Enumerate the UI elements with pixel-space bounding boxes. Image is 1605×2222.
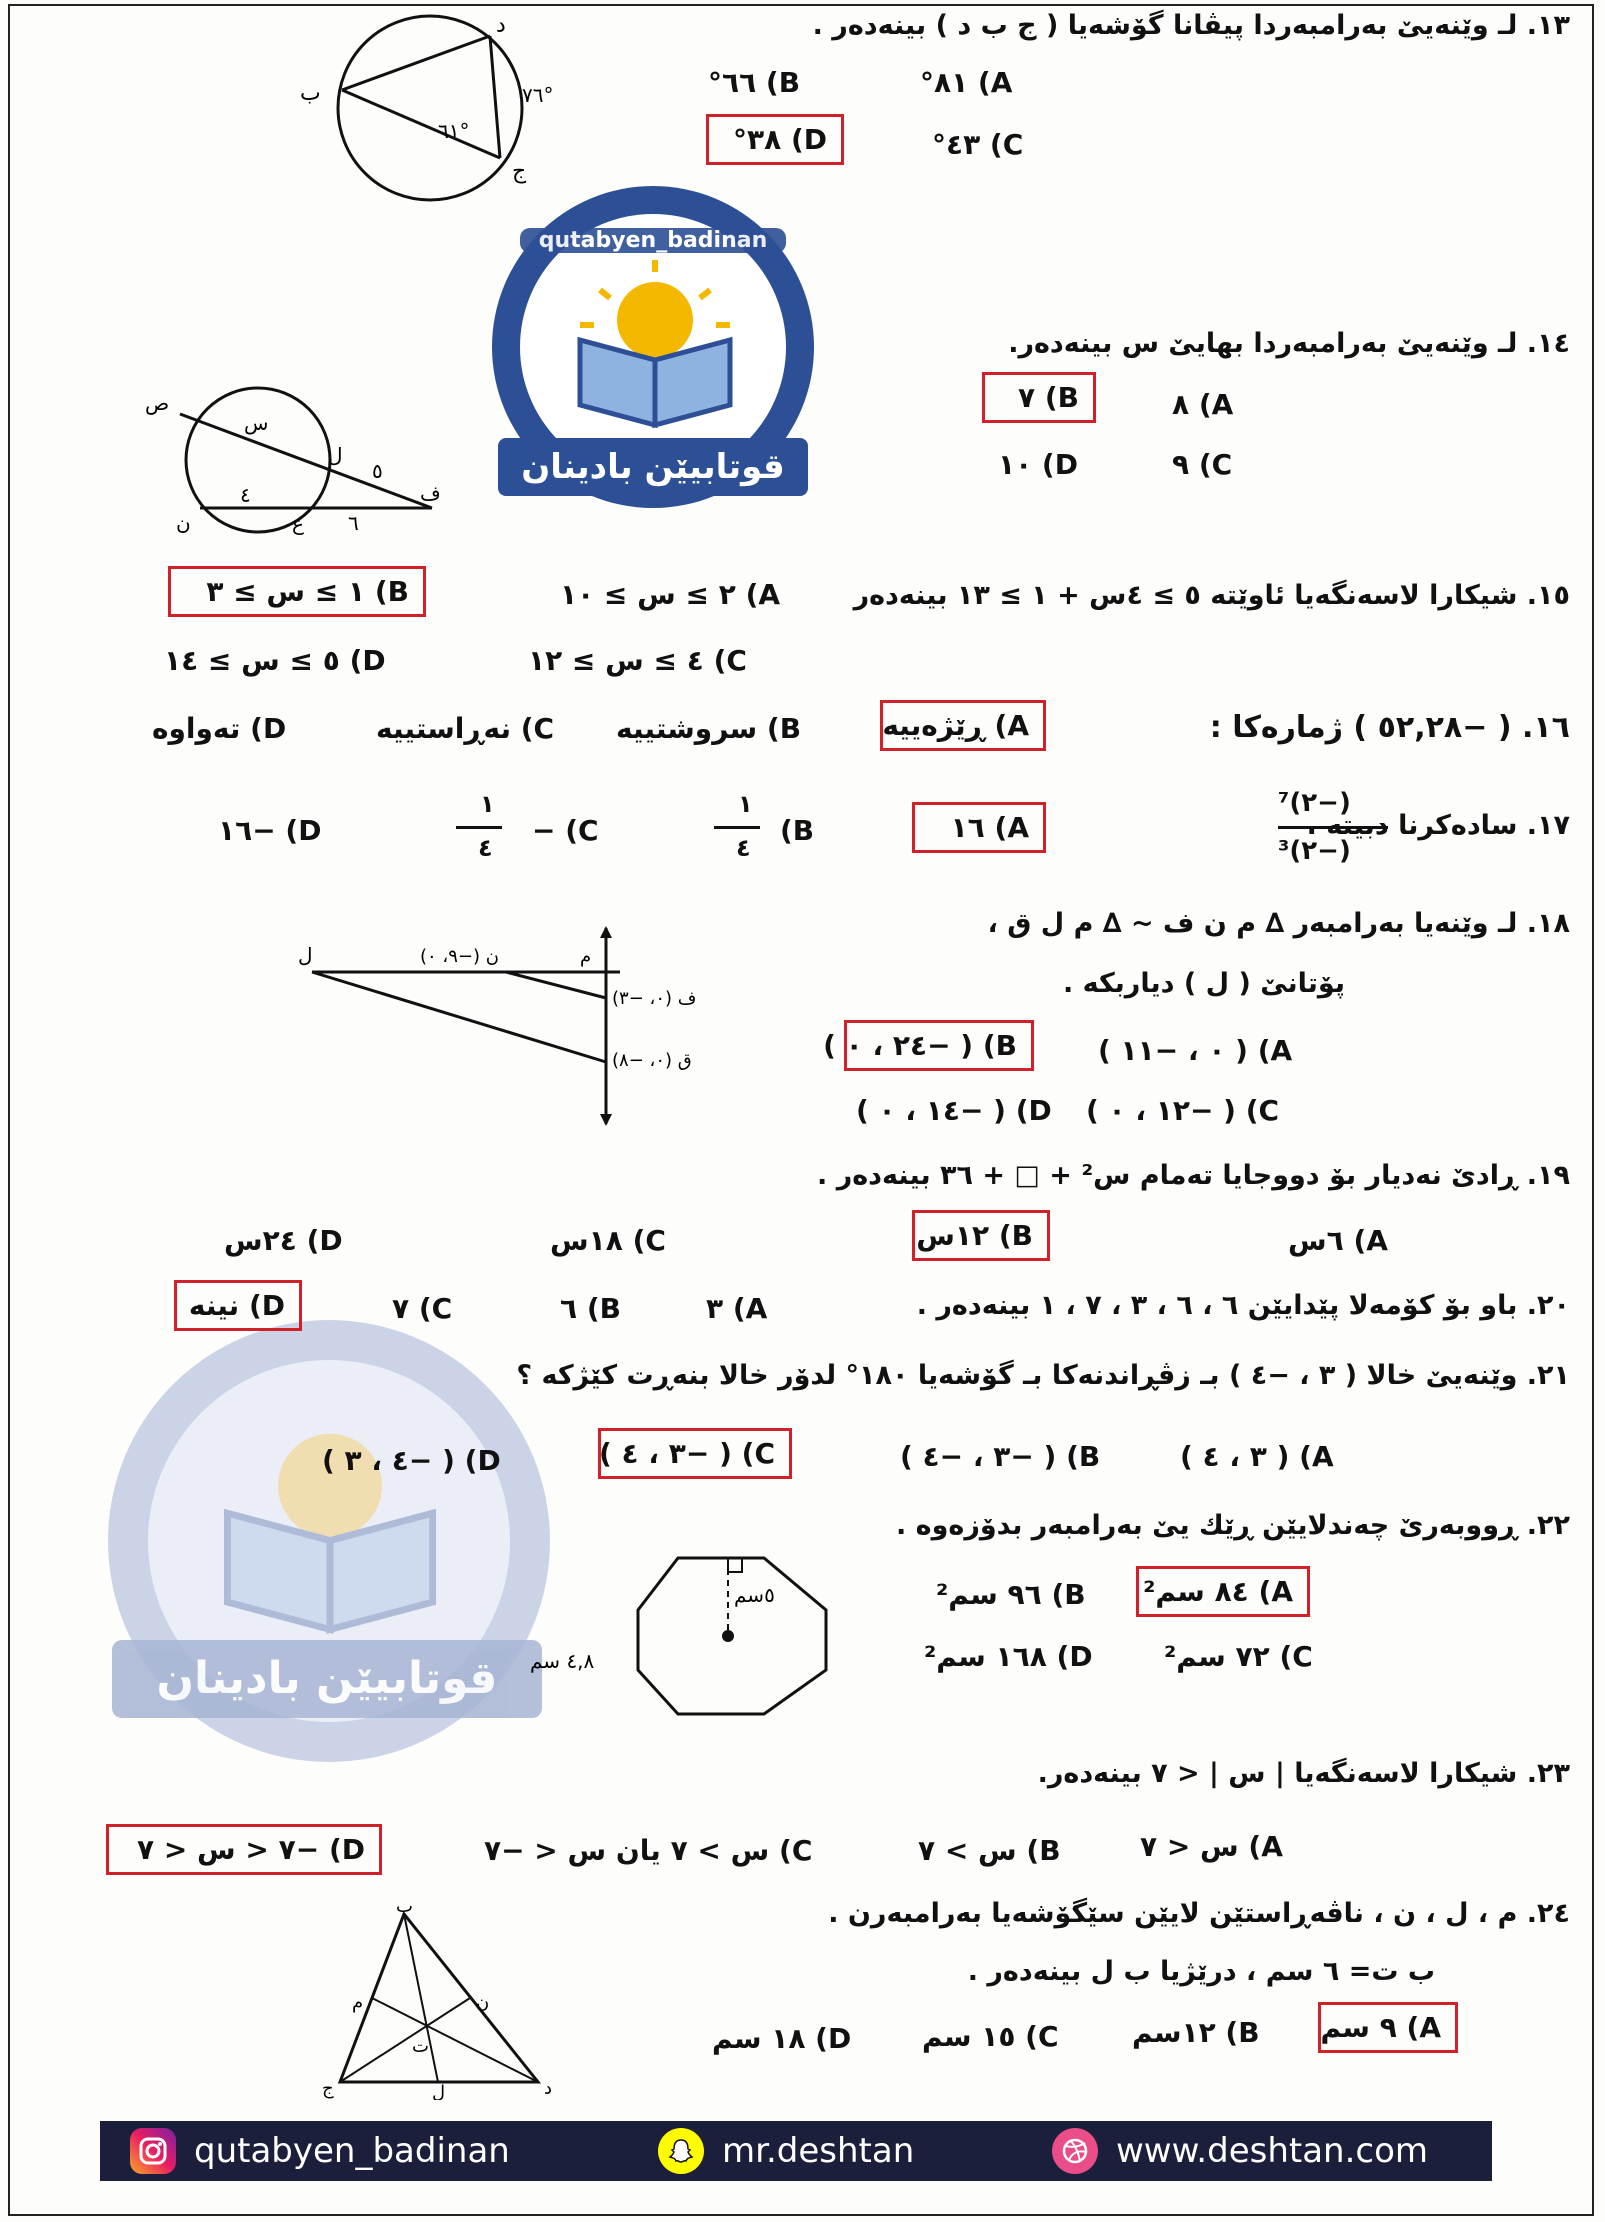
q16-option-b[interactable]: B) سروشتییە	[616, 712, 802, 745]
footer-instagram-label: qutabyen_badinan	[194, 2131, 510, 2171]
q18-label-n: ن (−٩، ٠)	[420, 946, 499, 967]
q21-option-c[interactable]: C) ( −٣ ، ٤ )	[598, 1428, 792, 1479]
q22-apothem-label: ٥سم	[734, 1583, 775, 1607]
q17-option-d[interactable]: D) −١٦	[218, 814, 322, 847]
q17-option-a[interactable]: A) ١٦	[912, 802, 1046, 853]
q17-c-den: ٤	[478, 834, 493, 862]
q13-label-b: ب	[300, 81, 321, 106]
q17-fraction-numerator: (−٢)⁷	[1278, 788, 1351, 818]
footer-instagram[interactable]	[130, 2127, 510, 2175]
q24-label-m: م	[352, 1992, 364, 2013]
q13-angle-61: ٦١°	[438, 119, 470, 143]
q18-text2: پۆتانێ ( ل ) دیاربکە .	[1062, 968, 1345, 999]
watermark-handle: qutabyen_badinan	[520, 228, 786, 253]
q14-option-d[interactable]: D) ١٠	[998, 448, 1078, 481]
snapchat-icon	[658, 2128, 704, 2174]
q17-c-num: ١	[480, 790, 495, 818]
q13-label-d: د	[496, 13, 506, 38]
q22-option-a[interactable]: A) ٨٤ سم²	[1136, 1566, 1310, 1617]
q18-text: ١٨. لـ وێنەیا بەرامبەر ∆ م ن ف ~ ∆ م ل ق ،	[987, 908, 1570, 939]
q18-option-d[interactable]: D) ( −١٤ ، ٠ )	[856, 1094, 1052, 1127]
footer-website[interactable]	[1052, 2127, 1428, 2175]
dribbble-icon	[1052, 2128, 1098, 2174]
q14-option-b[interactable]: B) ٧	[982, 372, 1096, 423]
q21-option-d[interactable]: D) ( −٤ ، ٣ )	[322, 1444, 501, 1477]
q24-label-n: ن	[476, 1992, 490, 2013]
footer-snapchat-label: mr.deshtan	[722, 2131, 915, 2171]
q24-triangle-figure	[318, 1900, 578, 2100]
q17-b-den: ٤	[736, 834, 751, 862]
q14-option-a[interactable]: A) ٨	[1172, 388, 1234, 421]
q21-option-a[interactable]: A) ( ٣ ، ٤ )	[1180, 1440, 1334, 1473]
q15-option-a[interactable]: A) ٢ ≥ س ≥ ١٠	[560, 578, 781, 611]
q20-option-b[interactable]: B) ٦	[560, 1292, 621, 1325]
q14-label-l: ل	[328, 443, 343, 467]
q24-option-a[interactable]: A) ٩ سم	[1318, 2002, 1458, 2053]
q23-option-d[interactable]: D) −٧ < س < ٧	[106, 1824, 382, 1875]
q20-option-c[interactable]: C) ٧	[392, 1292, 453, 1325]
footer-bar	[100, 2121, 1492, 2181]
q22-octagon-figure	[530, 1548, 910, 1718]
q22-option-b[interactable]: B) ٩٦ سم²	[936, 1578, 1086, 1611]
q19-text: ١٩. ڕادێ نەدیار بۆ دووجایا تەمام س² + □ + ٣٦ بینەدەر .	[817, 1160, 1570, 1191]
q24-label-d: د	[544, 2078, 553, 2099]
q24-text: ٢٤. م ، ل ، ن ، ناڤەڕاستێن لایێن سێگۆشەیا بەرامبەرن .	[828, 1898, 1570, 1929]
q17-option-c[interactable]: C) −	[532, 814, 599, 847]
q17-fraction-denominator: (−٢)³	[1278, 836, 1351, 866]
q20-option-a[interactable]: A) ٣	[706, 1292, 768, 1325]
q13-option-a[interactable]: A) ٨١°	[920, 66, 1013, 99]
q20-option-d[interactable]: D) نینە	[174, 1280, 302, 1331]
q14-label-n: ن	[176, 511, 191, 535]
q22-option-d[interactable]: D) ١٦٨ سم²	[924, 1640, 1093, 1673]
q24-option-c[interactable]: C) ١٥ سم	[922, 2020, 1059, 2053]
q15-text: ١٥. شیکارا لاسەنگەیا ئاوێتە ٥ ≥ ٤س + ١ ≥ ١٣ بینەدەر	[853, 580, 1570, 611]
q16-option-c[interactable]: C) نەڕاستییە	[376, 712, 555, 745]
q17-c-bar	[456, 826, 502, 829]
q17-fraction-bar	[1278, 826, 1388, 829]
q19-option-b[interactable]: B) ١٢س	[912, 1210, 1050, 1261]
q13-option-b[interactable]: B) ٦٦°	[708, 66, 801, 99]
q14-label-5: ٥	[372, 459, 383, 483]
q24-label-l: ل	[432, 2082, 446, 2100]
q18-label-m: م	[580, 946, 592, 967]
q23-text: ٢٣. شیکارا لاسەنگەیا | س | < ٧ بینەدەر.	[1037, 1758, 1570, 1789]
q15-option-b[interactable]: B) ١ ≥ س ≥ ٣	[168, 566, 426, 617]
q17-option-b[interactable]: B)	[780, 814, 815, 847]
q18-option-a[interactable]: A) ( ٠ ، −١١ )	[1098, 1034, 1293, 1067]
q22-side-label: ٤,٨ سم	[530, 1649, 595, 1673]
q18-label-q: ق (٠، −٨)	[612, 1050, 692, 1071]
footer-snapchat[interactable]	[658, 2127, 914, 2175]
q23-option-b[interactable]: B) س > ٧	[918, 1834, 1061, 1867]
q24-label-b: ب	[396, 1900, 413, 1917]
q14-circle-secant-figure	[140, 380, 450, 540]
q24-text2: ب ت= ٦ سم ، درێژیا ب ل بینەدەر .	[967, 1956, 1435, 1987]
q14-option-c[interactable]: C) ٩	[1172, 448, 1233, 481]
q19-option-d[interactable]: D) ٢٤س	[224, 1224, 343, 1257]
q18-coordinate-figure	[280, 926, 760, 1126]
q14-label-4: ٤	[240, 483, 251, 507]
watermark-book-icon-faded	[200, 1390, 460, 1650]
q14-label-x: س	[244, 411, 269, 435]
watermark-book-icon	[560, 250, 750, 440]
watermark-banner-faded: قوتابیێن بادینان	[112, 1640, 542, 1718]
q18-label-f: ف (٠، −٣)	[612, 988, 697, 1009]
footer-website-label: www.deshtan.com	[1116, 2131, 1429, 2171]
q17-b-num: ١	[738, 790, 753, 818]
q14-label-e: ع	[292, 511, 304, 535]
q23-option-c[interactable]: C) س > ٧ یان س < −٧	[484, 1834, 813, 1867]
q18-option-b[interactable]: B) ( −٢٤ ، ٠ )	[844, 1020, 1034, 1071]
q18-label-l: ل	[298, 943, 313, 967]
q22-text: ٢٢. ڕووبەرێ چەندلایێن ڕێك یێ بەرامبەر بدۆزەوە .	[896, 1510, 1570, 1541]
q14-label-6: ٦	[348, 511, 359, 535]
q21-option-b[interactable]: B) ( −٣ ، −٤ )	[900, 1440, 1101, 1473]
q14-label-sad: ص	[145, 391, 170, 415]
watermark-banner: قوتابیێن بادینان	[498, 438, 808, 496]
q16-option-d[interactable]: D) تەواوە	[152, 712, 287, 745]
q21-text: ٢١. وێنەیێ خالا ( ٣ ، −٤ ) بـ زڤڕاندنەکا بـ گۆشەیا ١٨٠° لدۆر خالا بنەڕت کێژکە ؟	[516, 1360, 1570, 1391]
instagram-icon	[130, 2128, 176, 2174]
q16-option-a[interactable]: A) ڕێژەییە	[880, 700, 1046, 751]
q13-text: ١٣. لـ وێنەیێ بەرامبەردا پیڤانا گۆشەیا ( ج ب د ) بینەدەر .	[812, 10, 1570, 41]
q18-option-c[interactable]: C) ( −١٢ ، ٠ )	[1086, 1094, 1280, 1127]
q20-text: ٢٠. باو بۆ کۆمەلا پێدایێن ٦ ، ٦ ، ٣ ، ٧ ، ١ بینەدەر .	[916, 1290, 1570, 1321]
q24-option-b[interactable]: B) ١٢سم	[1132, 2016, 1260, 2049]
q22-option-c[interactable]: C) ٧٢ سم²	[1164, 1640, 1313, 1673]
q14-label-f: ف	[420, 481, 441, 505]
q15-option-c[interactable]: C) ٤ ≥ س ≥ ١٢	[528, 644, 747, 677]
q13-option-d[interactable]: D) ٣٨°	[706, 114, 844, 165]
q13-angle-76: ٧٦°	[522, 83, 554, 107]
q19-option-a[interactable]: A) ٦س	[1288, 1224, 1388, 1257]
q15-option-d[interactable]: D) ٥ ≥ س ≥ ١٤	[164, 644, 386, 677]
q23-option-a[interactable]: A) س < ٧	[1140, 1830, 1283, 1863]
q16-text: ١٦. ( −٥٢,٢٨ ) ژمارەکا :	[1209, 710, 1570, 745]
q14-text: ١٤. لـ وێنەیێ بەرامبەردا بهایێ س بینەدەر.	[1008, 328, 1570, 359]
q24-label-j: ج	[322, 2078, 334, 2099]
q13-circle-figure	[290, 10, 580, 210]
q24-option-d[interactable]: D) ١٨ سم	[712, 2022, 852, 2055]
q17-b-bar	[714, 826, 760, 829]
q17-text: ١٧. سادەکرنا دبیتە .	[1306, 810, 1570, 841]
q13-label-j: ج	[512, 159, 527, 184]
q19-option-c[interactable]: C) ١٨س	[550, 1224, 666, 1257]
q24-label-t: ت	[412, 2036, 429, 2057]
q13-option-c[interactable]: C) ٤٣°	[932, 128, 1024, 161]
